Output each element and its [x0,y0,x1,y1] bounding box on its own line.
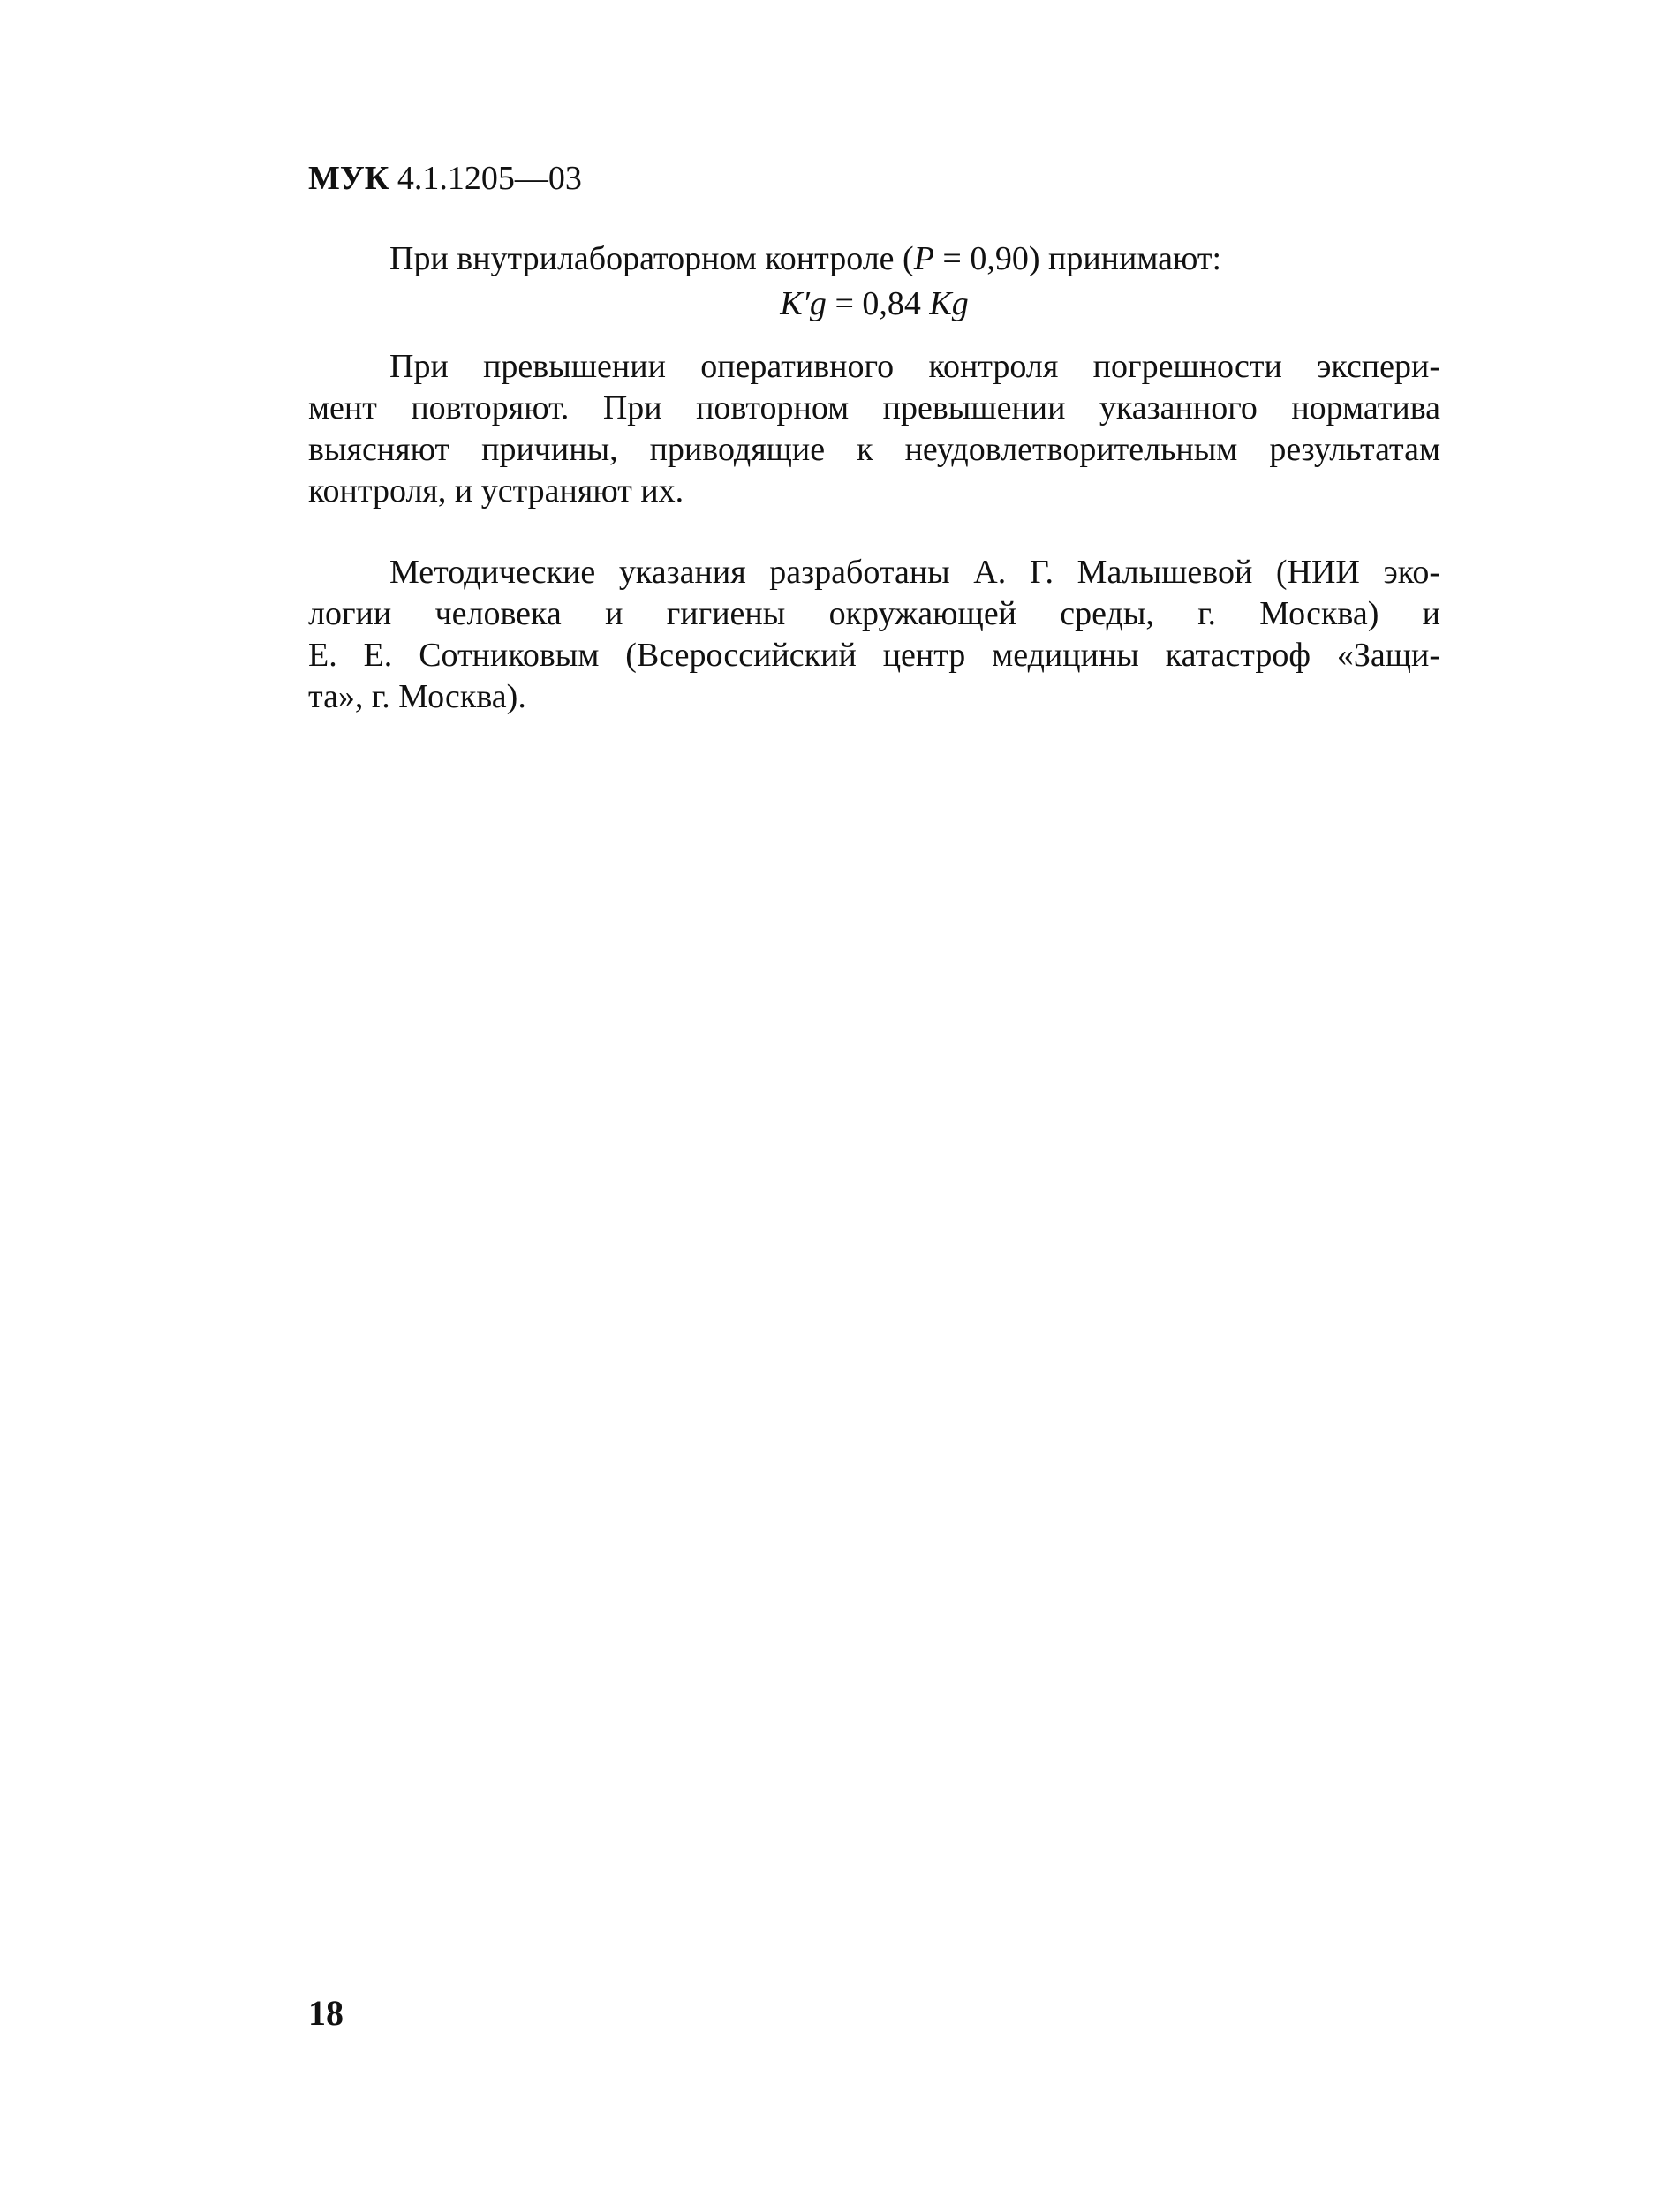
intro-text-after: = 0,90) принимают: [933,240,1222,277]
intro-block [308,238,1440,326]
formula-equals: = 0,84 [826,285,930,322]
paragraph-line: мент повторяют. При повторном превышении указанного норматива [308,389,1440,427]
paragraph-repeat-experiment [308,346,1440,512]
paragraph-authors [308,552,1440,718]
paragraph-line: логии человека и гигиены окружающей среды, г. Москва) и [308,595,1440,632]
formula [308,282,1440,326]
intro-text-before: При внутрилабораторном контроле ( [389,240,914,277]
document-code-prefix: МУК [308,160,389,197]
page-number: 18 [308,1993,344,2033]
paragraph-line: та», г. Москва). [308,678,526,715]
paragraph-line: контроля, и устраняют их. [308,472,684,510]
paragraph-line: выясняют причины, приводящие к неудовлетворительным результатам [308,431,1440,468]
paragraph-line: Методические указания разработаны А. Г. Малышевой (НИИ эко- [389,554,1440,591]
document-code-number: 4.1.1205—03 [397,160,582,197]
formula-rhs: Kg [929,285,969,322]
paragraph-line: При превышении оперативного контроля погрешности экспери- [389,348,1440,385]
intro-line [308,238,1440,280]
paragraph-line: Е. Е. Сотниковым (Всероссийский центр медицины катастроф «Защи- [308,637,1440,674]
document-code [308,157,582,200]
formula-lhs: K′g [780,285,827,322]
probability-symbol: P [913,240,934,277]
